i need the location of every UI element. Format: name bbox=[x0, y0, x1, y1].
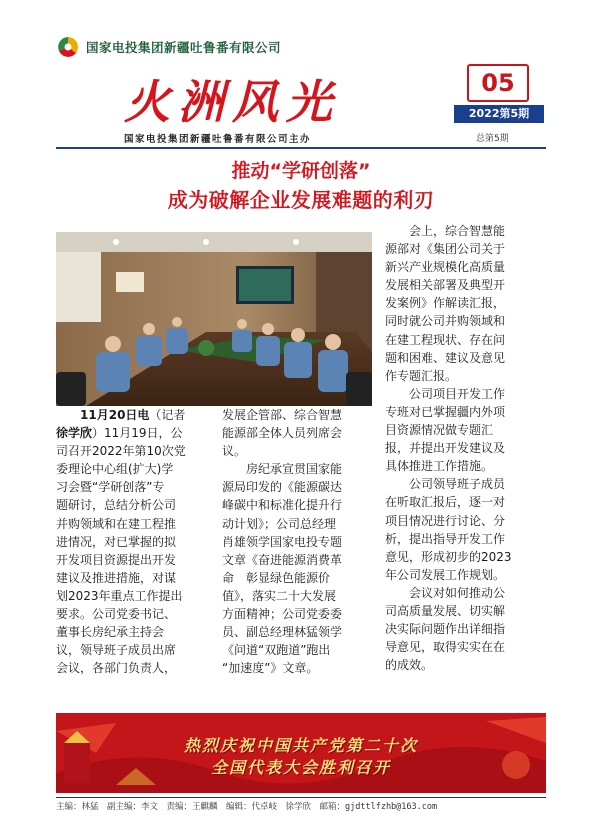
article-paragraph-line: 文章《奋进能源消费革 bbox=[222, 552, 343, 567]
article-paragraph-line: 导意见，取得实实在在 bbox=[385, 640, 506, 655]
article-paragraph-line: 意见，形成初步的2023 bbox=[385, 549, 512, 564]
newsletter-masthead: 火洲风光 bbox=[124, 75, 340, 129]
dateline: 11月20日电 bbox=[80, 408, 150, 422]
article-paragraph-line: 徐学欣）11月19日，公 bbox=[56, 426, 183, 441]
article-paragraph-line: 同时就公司并购领域和 bbox=[385, 314, 506, 329]
article-paragraph-line: 议。 bbox=[222, 444, 247, 459]
article-paragraph-line: 报，并提出开发建议及 bbox=[385, 441, 506, 456]
article-paragraph-line: 并购领域和在建工程推 bbox=[56, 516, 177, 531]
article-paragraph-line: 员、副总经理林猛领学 bbox=[222, 625, 343, 640]
header-divider bbox=[56, 147, 546, 149]
article-column-1 bbox=[56, 406, 214, 677]
article-paragraph-line: 议，领导班子成员出席 bbox=[56, 643, 177, 658]
article-paragraph-line: 新兴产业规模化高质量 bbox=[385, 260, 506, 275]
banner-line-1: 热烈庆祝中国共产党第二十次 bbox=[183, 736, 418, 755]
headline-line-2: 成为破解企业发展难题的利刃 bbox=[167, 188, 435, 212]
article-paragraph-line: 发案例》作解读汇报， bbox=[385, 296, 506, 311]
article-paragraph-line: 专班对已掌握疆内外项 bbox=[385, 404, 506, 419]
article-paragraph-line: 《问道“双跑道”跑出 bbox=[222, 643, 331, 658]
article-paragraph-line: 开发项目资源提出开发 bbox=[56, 552, 177, 567]
issue-total: 总第5期 bbox=[476, 134, 509, 144]
article-paragraph-line: 划2023年重点工作提出 bbox=[56, 588, 183, 603]
issue-date: 2022第5期 bbox=[454, 105, 544, 123]
article-paragraph-line: 公司领导班子成员 bbox=[385, 477, 506, 492]
article-paragraph-line: 11月20日电（记者 bbox=[80, 408, 186, 422]
article-paragraph-line: 进情况，对已掌握的拟 bbox=[56, 534, 177, 549]
article-paragraph-line: 能源部全体人员列席会 bbox=[222, 426, 343, 441]
article-paragraph-line: 在建工程现状、存在问 bbox=[385, 332, 506, 347]
article-paragraph-line: 题和困难、建议及意见 bbox=[385, 350, 506, 365]
article-paragraph-line: 析，提出指导开发工作 bbox=[385, 531, 506, 546]
article-paragraph-line: 司高质量发展、切实解 bbox=[385, 603, 506, 618]
banner-line-2: 全国代表大会胜利召开 bbox=[210, 758, 391, 777]
article-paragraph-line: 作专题汇报。 bbox=[385, 368, 458, 383]
editorial-credits: 主编：林猛 副主编：李文 责编：王麒麟 编辑：代卓岐 徐学欣 邮箱：gjdttlfzhb@163.com bbox=[56, 802, 438, 812]
article-paragraph-line: 董事长房纪承主持会 bbox=[56, 625, 165, 640]
article-paragraph-line: 源局印发的《能源碳达 bbox=[222, 480, 343, 495]
article-paragraph-line: 动计划》；公司总经理 bbox=[222, 516, 337, 531]
article-paragraph-line: 目资源情况做专题汇 bbox=[385, 423, 494, 438]
article-paragraph-line: 的成效。 bbox=[385, 658, 434, 673]
article-paragraph-line: 项目情况进行讨论、分 bbox=[385, 513, 506, 528]
article-paragraph-line: 题研讨，总结分析公司 bbox=[56, 498, 177, 513]
article-paragraph-line: 房纪承宣贯国家能 bbox=[222, 462, 343, 477]
article-paragraph-line: 会议对如何推动公 bbox=[385, 585, 506, 600]
article-paragraph-line: 值》，落实二十大发展 bbox=[222, 588, 337, 603]
footer-divider bbox=[56, 797, 546, 798]
article-paragraph-line: 在听取汇报后，逐一对 bbox=[385, 495, 506, 510]
article-paragraph-line: 命 彰显绿色能源价 bbox=[222, 570, 331, 585]
article-column-3 bbox=[385, 222, 540, 674]
company-logo-row bbox=[56, 34, 281, 60]
headline-line-1: 推动“学研创落” bbox=[231, 160, 371, 182]
sponsor-line: 国家电投集团新疆吐鲁番有限公司主办 bbox=[124, 134, 312, 145]
article-paragraph-line: 发展相关部署及典型开 bbox=[385, 278, 506, 293]
article-paragraph-line: “加速度”》文章。 bbox=[222, 661, 319, 676]
reporter-name: 徐学欣 bbox=[56, 426, 93, 441]
meeting-photo bbox=[56, 232, 372, 406]
article-column-2 bbox=[222, 406, 372, 677]
article-paragraph-line: 习会暨“学研创落”专 bbox=[56, 480, 165, 495]
article-paragraph-line: 源部对《集团公司关于 bbox=[385, 242, 506, 257]
article-paragraph-line: 建议及推进措施，对谋 bbox=[56, 570, 177, 585]
article-paragraph-line: 委理论中心组(扩大)学 bbox=[56, 462, 174, 477]
article-paragraph-line: 发展企管部、综合智慧 bbox=[222, 408, 343, 422]
article-paragraph-line: 会议，各部门负责人， bbox=[56, 661, 177, 676]
article-paragraph-line: 要求。公司党委书记、 bbox=[56, 607, 177, 622]
article-paragraph-line: 峰碳中和标准化提升行 bbox=[222, 498, 343, 513]
company-logo-icon bbox=[56, 35, 80, 59]
celebration-banner bbox=[56, 713, 546, 793]
article-paragraph-line: 会上，综合智慧能 bbox=[385, 224, 506, 238]
article-paragraph-line: 公司项目开发工作 bbox=[385, 386, 506, 401]
article-paragraph-line: 方面精神；公司党委委 bbox=[222, 607, 343, 622]
article-paragraph-line: 肖雄领学国家电投专题 bbox=[222, 534, 343, 549]
article-paragraph-line: 年公司发展工作规划。 bbox=[385, 567, 506, 582]
company-name: 国家电投集团新疆吐鲁番有限公司 bbox=[86, 40, 282, 55]
article-paragraph-line: 司召开2022年第10次党 bbox=[56, 444, 186, 459]
issue-number: 05 bbox=[467, 64, 529, 102]
article-paragraph-line: 具体推进工作措施。 bbox=[385, 459, 494, 474]
article-paragraph-line: 决实际问题作出详细指 bbox=[385, 622, 506, 637]
